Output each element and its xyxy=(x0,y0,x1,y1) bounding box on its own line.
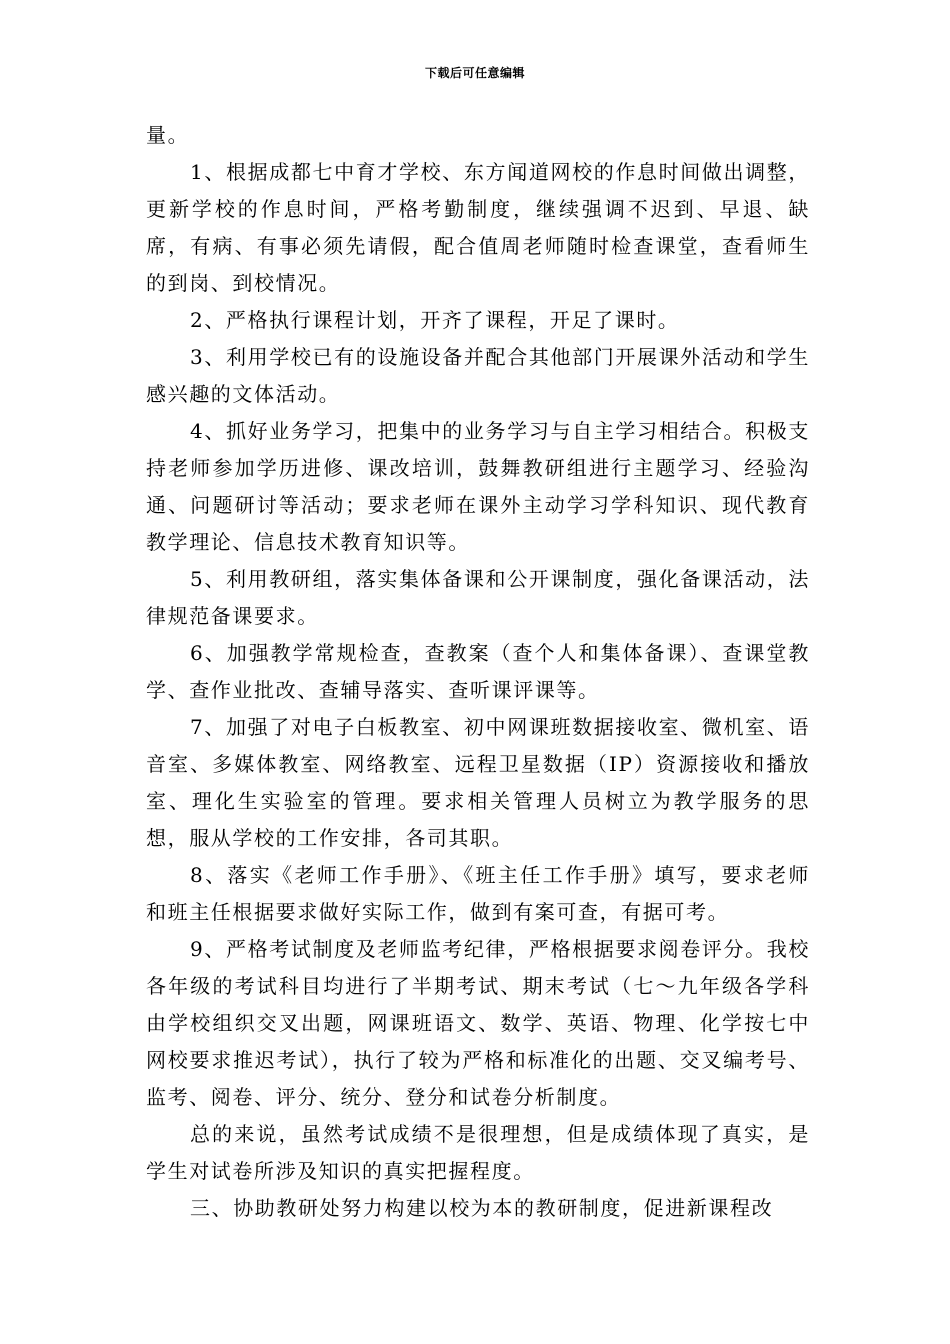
paragraph-continuation: 量。 xyxy=(146,123,190,147)
page-header-watermark: 下载后可任意编辑 xyxy=(424,66,525,80)
paragraph-item-7: 7、加强了对电子白板教室、初中网课班数据接收室、微机室、语音室、多媒体教室、网络教室、远程卫星数据（IP）资源接收和播放室、理化生实验室的管理。要求相关管理人员树立为教学服务的思想，服从学校的工作安排，各司其职。 xyxy=(146,715,810,850)
paragraph-item-6: 6、加强教学常规检查，查教案（查个人和集体备课）、查课堂教学、查作业批改、查辅导落实、查听课评课等。 xyxy=(146,641,810,702)
paragraph-item-1: 1、根据成都七中育才学校、东方闻道网校的作息时间做出调整，更新学校的作息时间，严格考勤制度，继续强调不迟到、早退、缺席，有病、有事必须先请假，配合值周老师随时检查课堂，查看师生的到岗、到校情况。 xyxy=(146,160,810,295)
paragraph-item-3: 3、利用学校已有的设施设备并配合其他部门开展课外活动和学生感兴趣的文体活动。 xyxy=(146,345,810,406)
paragraph-item-9: 9、严格考试制度及老师监考纪律，严格根据要求阅卷评分。我校各年级的考试科目均进行了半期考试、期末考试（七～九年级各学科由学校组织交叉出题，网课班语文、数学、英语、物理、化学按七中网校要求推迟考试），执行了较为严格和标准化的出题、交叉编考号、监考、阅卷、评分、统分、登分和试卷分析制度。 xyxy=(146,937,810,1109)
paragraph-summary: 总的来说，虽然考试成绩不是很理想，但是成绩体现了真实，是学生对试卷所涉及知识的真实把握程度。 xyxy=(146,1122,810,1183)
paragraph-item-5: 5、利用教研组，落实集体备课和公开课制度，强化备课活动，法律规范备课要求。 xyxy=(146,567,810,628)
paragraph-section-three: 三、协助教研处努力构建以校为本的教研制度，促进新课程改 xyxy=(190,1196,774,1220)
paragraph-item-8: 8、落实《老师工作手册》、《班主任工作手册》填写，要求老师和班主任根据要求做好实际工作，做到有案可查，有据可考。 xyxy=(146,863,810,924)
document-body xyxy=(146,117,810,1227)
paragraph-item-4: 4、抓好业务学习，把集中的业务学习与自主学习相结合。积极支持老师参加学历进修、课改培训，鼓舞教研组进行主题学习、经验沟通、问题研讨等活动；要求老师在课外主动学习学科知识、现代教育教学理论、信息技术教育知识等。 xyxy=(146,419,810,554)
paragraph-item-2: 2、严格执行课程计划，开齐了课程，开足了课时。 xyxy=(190,308,680,332)
